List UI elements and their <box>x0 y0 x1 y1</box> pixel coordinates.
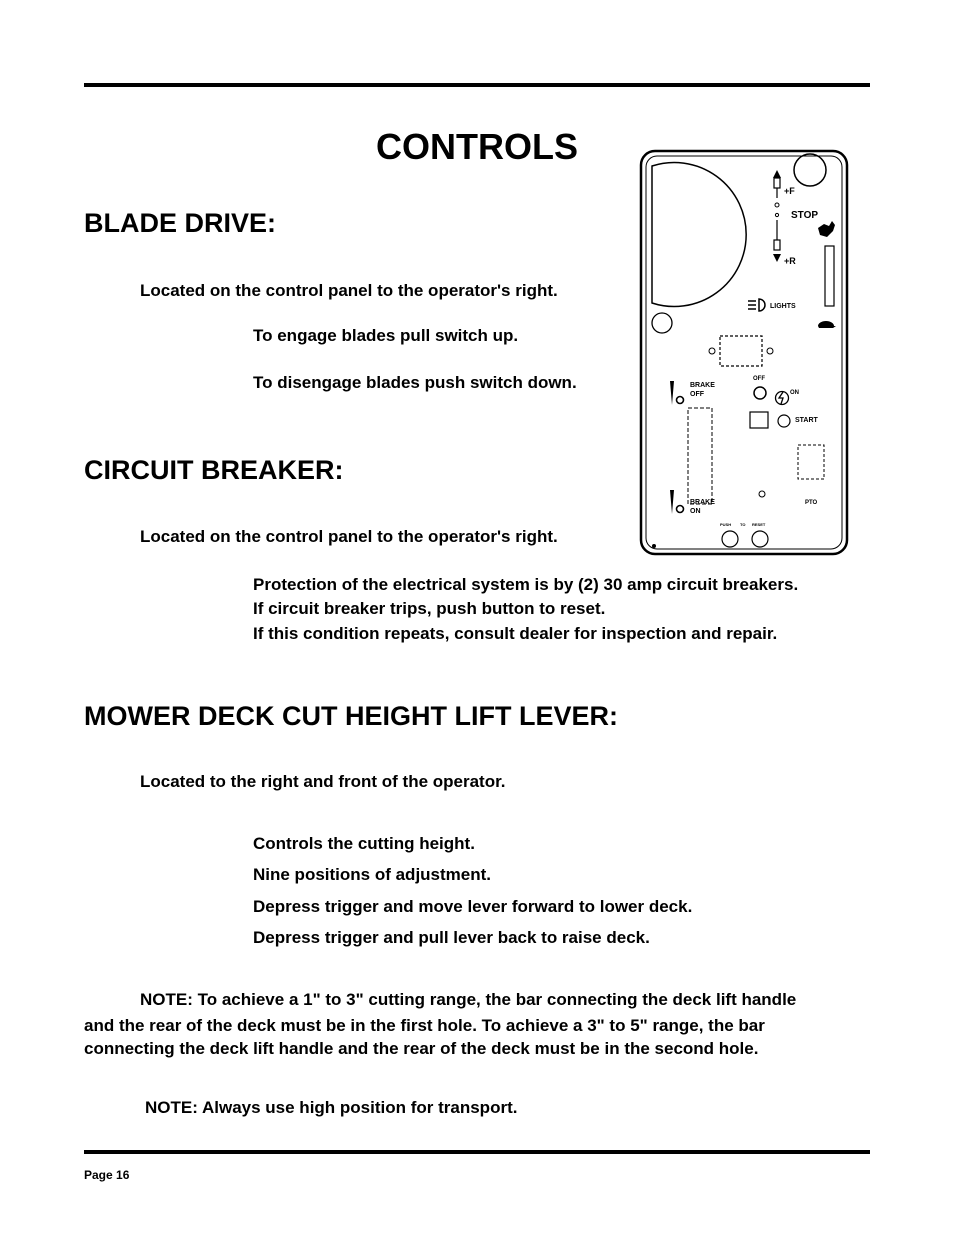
lift-lever-line: Depress trigger and move lever forward to lower deck. <box>253 897 693 916</box>
lift-lever-line: Depress trigger and pull lever back to raise deck. <box>253 928 650 947</box>
top-rule <box>84 83 870 87</box>
brake-off-label: OFF <box>690 391 704 398</box>
circuit-breaker-line: If circuit breaker trips, push button to reset. <box>253 599 606 618</box>
blade-drive-heading: BLADE DRIVE: <box>84 208 277 238</box>
note-line: and the rear of the deck must be in the first hole. To achieve a 3" to 5" range, the bar <box>84 1016 765 1035</box>
note-transport: NOTE: Always use high position for transport. <box>145 1098 518 1117</box>
blade-drive-location: Located on the control panel to the operator's right. <box>140 281 558 300</box>
note-line: NOTE: To achieve a 1" to 3" cutting range, the bar connecting the deck lift handle <box>140 990 797 1009</box>
off-label: OFF <box>753 376 765 382</box>
blade-drive-line: To disengage blades push switch down. <box>253 373 577 392</box>
circuit-breaker-line: If this condition repeats, consult dealer for inspection and repair. <box>253 624 778 643</box>
circuit-breaker-location: Located on the control panel to the operator's right. <box>140 527 558 546</box>
page-title: CONTROLS <box>376 126 578 167</box>
stop-label: STOP <box>791 210 819 221</box>
brake-on-label: ON <box>690 508 701 515</box>
lift-lever-heading: MOWER DECK CUT HEIGHT LIFT LEVER: <box>84 701 618 731</box>
to-label: TO <box>740 522 746 527</box>
reverse-label: +R <box>784 256 796 266</box>
forward-label: +F <box>784 186 795 196</box>
push-label: PUSH <box>720 522 732 527</box>
lights-label: LIGHTS <box>770 303 796 310</box>
brake-on-label: BRAKE <box>690 499 715 506</box>
blade-drive-line: To engage blades pull switch up. <box>253 326 519 345</box>
panel-corner-mark <box>652 544 656 548</box>
page-number: Page 16 <box>84 1168 130 1182</box>
lift-lever-line: Controls the cutting height. <box>253 834 475 853</box>
circuit-breaker-line: Protection of the electrical system is by (2) 30 amp circuit breakers. <box>253 575 799 594</box>
circuit-breaker-heading: CIRCUIT BREAKER: <box>84 455 344 485</box>
control-panel-diagram <box>638 148 850 558</box>
reset-label: RESET <box>752 522 766 527</box>
start-label: START <box>795 417 818 424</box>
pto-label: PTO <box>805 500 818 506</box>
on-label: ON <box>790 390 799 396</box>
brake-off-label: BRAKE <box>690 382 715 389</box>
note-line: connecting the deck lift handle and the rear of the deck must be in the second hole. <box>84 1039 759 1058</box>
bottom-rule <box>84 1150 870 1154</box>
lift-lever-line: Nine positions of adjustment. <box>253 865 492 884</box>
lift-lever-location: Located to the right and front of the operator. <box>140 772 506 791</box>
